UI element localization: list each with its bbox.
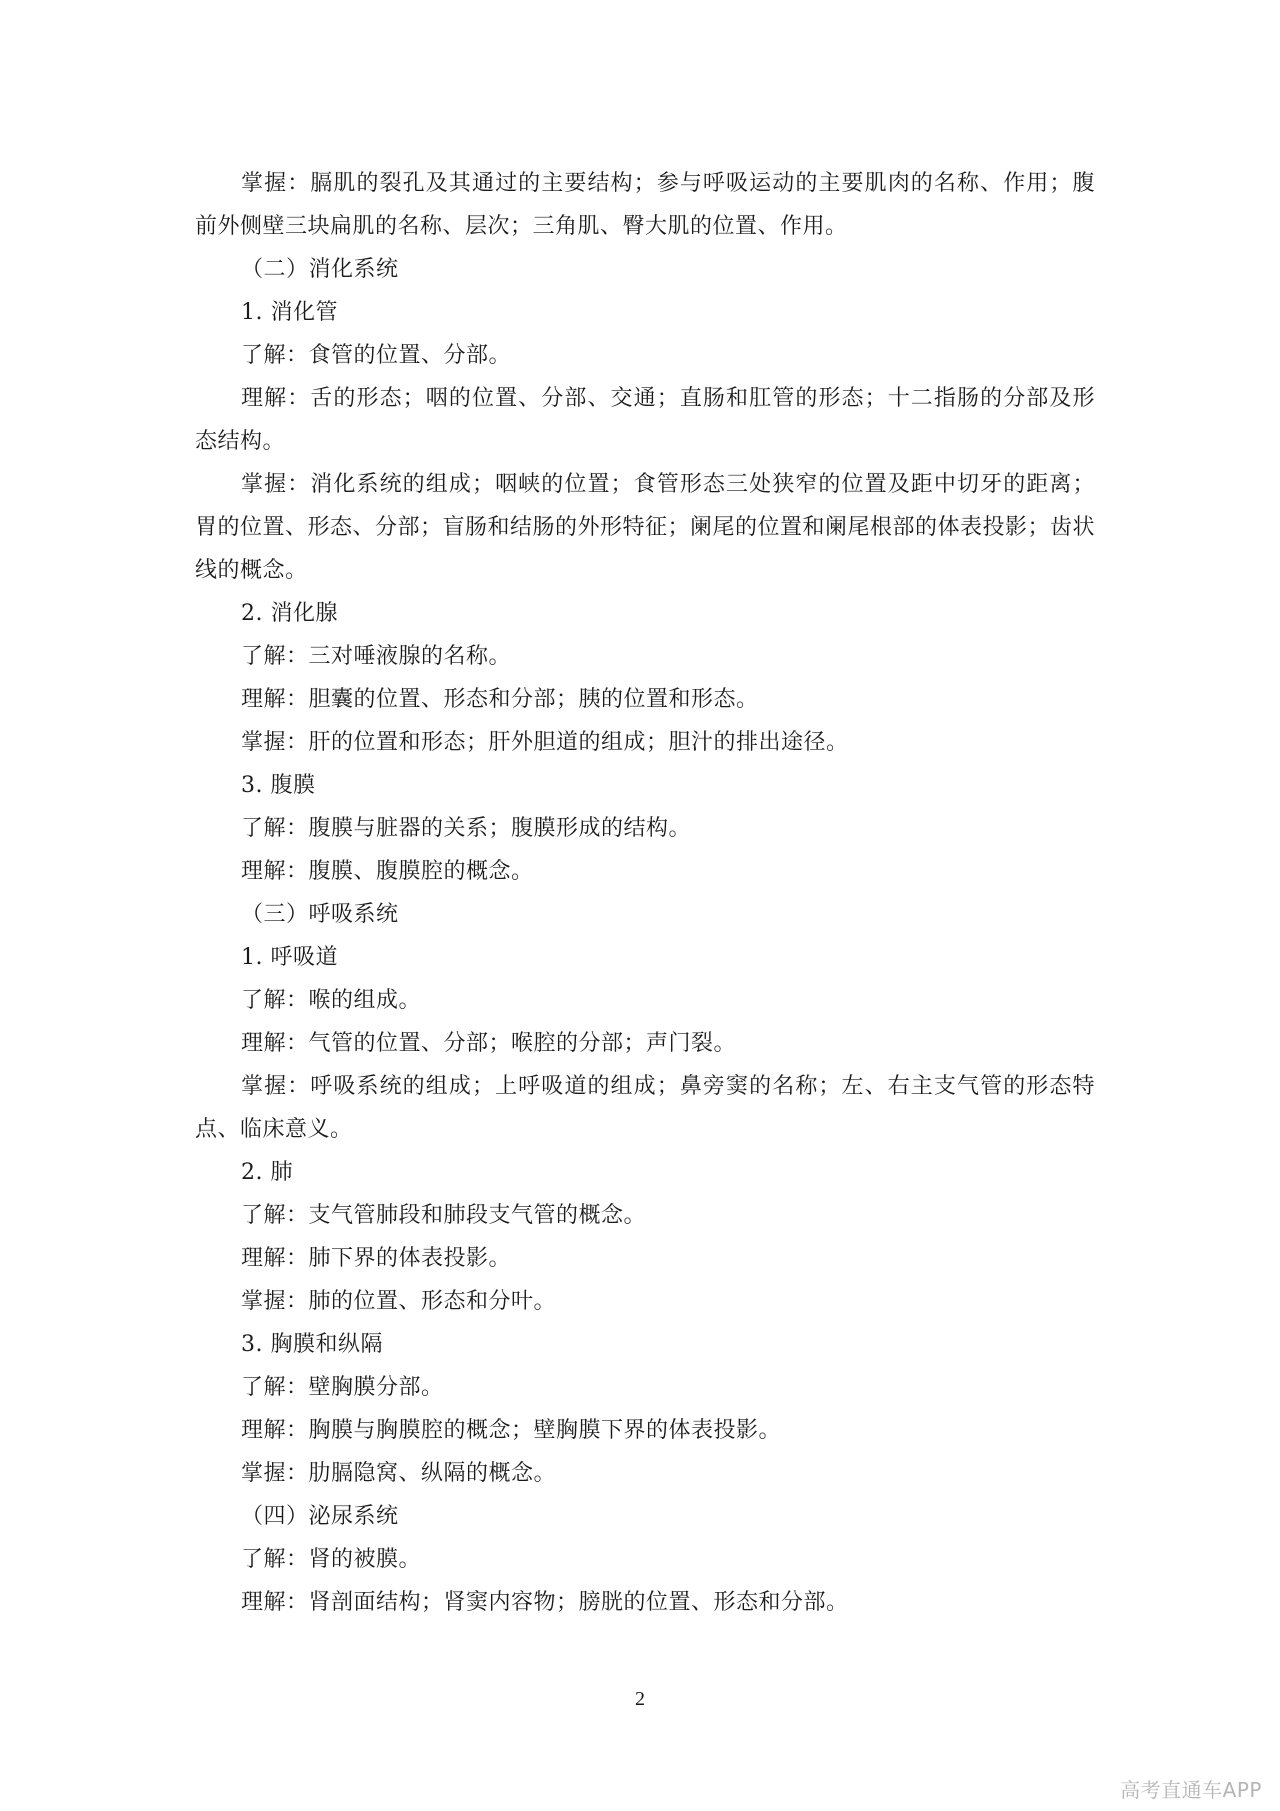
- paragraph-urinary-know: 了解：肾的被膜。: [241, 1547, 422, 1572]
- paragraph-urinary-understand: 理解：肾剖面结构；肾窦内容物；膀胱的位置、形态和分部。: [241, 1590, 849, 1615]
- paragraph-respiratory-tract-understand: 理解：气管的位置、分部；喉腔的分部；声门裂。: [241, 1031, 737, 1056]
- subheading-pleura-mediastinum: 3. 胸膜和纵隔: [241, 1332, 383, 1357]
- paragraph-peritoneum-know: 了解：腹膜与脏器的关系；腹膜形成的结构。: [241, 816, 692, 841]
- paragraph-lungs-know: 了解：支气管肺段和肺段支气管的概念。: [241, 1203, 647, 1228]
- paragraph-diaphragm-master: 掌握：膈肌的裂孔及其通过的主要结构；参与呼吸运动的主要肌肉的名称、作用；腹前外侧壁三块扁肌的名称、层次；三角肌、臀大肌的位置、作用。: [195, 171, 1095, 239]
- paragraph-pleura-know: 了解：壁胸膜分部。: [241, 1375, 444, 1400]
- paragraph-digestive-tract-master: 掌握：消化系统的组成；咽峡的位置；食管形态三处狭窄的位置及距中切牙的距离；胃的位置、形态、分部；盲肠和结肠的外形特征；阑尾的位置和阑尾根部的体表投影；齿状线的概念。: [195, 472, 1096, 583]
- paragraph-digestive-glands-know: 了解：三对唾液腺的名称。: [241, 644, 512, 669]
- watermark-logo-text: 高考直通车APP: [1120, 1778, 1262, 1802]
- section-heading-respiratory-system: （三）呼吸系统: [241, 902, 399, 927]
- subheading-digestive-tract: 1. 消化管: [241, 300, 338, 325]
- subheading-peritoneum: 3. 腹膜: [241, 773, 316, 798]
- section-heading-urinary-system: （四）泌尿系统: [241, 1504, 399, 1529]
- subheading-respiratory-tract: 1. 呼吸道: [241, 945, 338, 970]
- subheading-lungs: 2. 肺: [241, 1160, 293, 1185]
- document-body: [195, 162, 1095, 1624]
- subheading-digestive-glands: 2. 消化腺: [241, 601, 338, 626]
- paragraph-lungs-master: 掌握：肺的位置、形态和分叶。: [241, 1289, 557, 1314]
- paragraph-pleura-understand: 理解：胸膜与胸膜腔的概念；壁胸膜下界的体表投影。: [241, 1418, 782, 1443]
- page-number: 2: [635, 1688, 645, 1710]
- section-heading-digestive-system: （二）消化系统: [241, 257, 399, 282]
- paragraph-lungs-understand: 理解：肺下界的体表投影。: [241, 1246, 512, 1271]
- paragraph-respiratory-tract-know: 了解：喉的组成。: [241, 988, 422, 1013]
- paragraph-digestive-glands-understand: 理解：胆囊的位置、形态和分部；胰的位置和形态。: [241, 687, 759, 712]
- paragraph-peritoneum-understand: 理解：腹膜、腹膜腔的概念。: [241, 859, 534, 884]
- paragraph-digestive-tract-know: 了解：食管的位置、分部。: [241, 343, 512, 368]
- paragraph-respiratory-tract-master: 掌握：呼吸系统的组成；上呼吸道的组成；鼻旁窦的名称；左、右主支气管的形态特点、临床意义。: [195, 1074, 1095, 1142]
- paragraph-pleura-master: 掌握：肋膈隐窝、纵隔的概念。: [241, 1461, 557, 1486]
- paragraph-digestive-tract-understand: 理解：舌的形态；咽的位置、分部、交通；直肠和肛管的形态；十二指肠的分部及形态结构。: [195, 386, 1095, 454]
- paragraph-digestive-glands-master: 掌握：肝的位置和形态；肝外胆道的组成；胆汁的排出途径。: [241, 730, 849, 755]
